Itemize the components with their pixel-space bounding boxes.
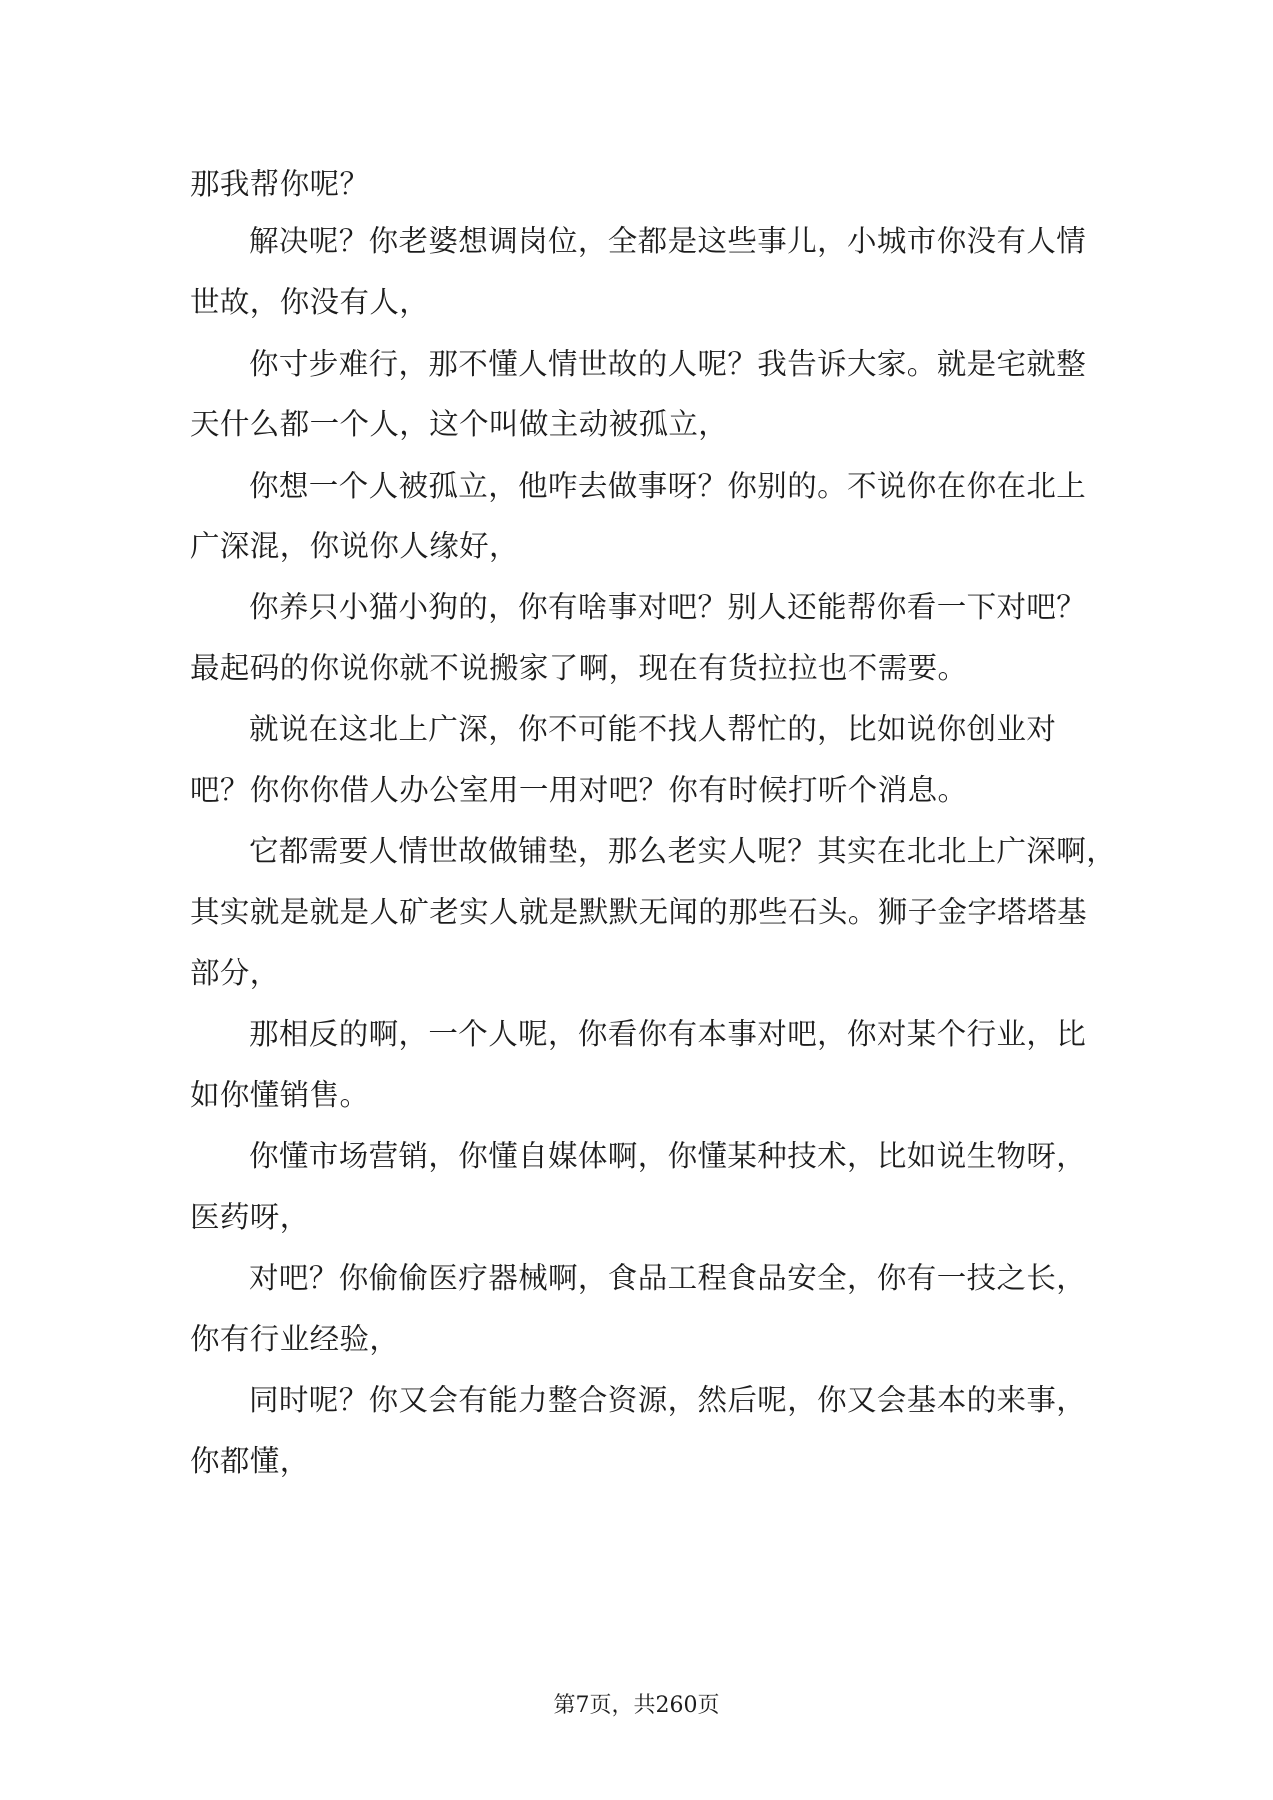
text-line: 其实就是就是人矿老实人就是默默无闻的那些石头。狮子金字塔塔基 bbox=[190, 895, 1088, 929]
text-line: 广深混，你说你人缘好， bbox=[190, 529, 519, 563]
text-line: 解决呢？你老婆想调岗位，全都是这些事儿，小城市你没有人情 bbox=[249, 224, 1087, 258]
text-line: 你有行业经验， bbox=[190, 1322, 400, 1356]
text-line: 部分， bbox=[190, 956, 280, 990]
text-line: 你都懂， bbox=[190, 1444, 310, 1478]
text-line: 天什么都一个人，这个叫做主动被孤立， bbox=[190, 407, 729, 441]
text-line: 如你懂销售。 bbox=[190, 1078, 370, 1112]
text-line: 医药呀， bbox=[190, 1200, 310, 1234]
text-line: 那我帮你呢？ bbox=[190, 167, 370, 201]
text-line: 你寸步难行，那不懂人情世故的人呢？我告诉大家。就是宅就整 bbox=[249, 347, 1087, 381]
text-line: 你想一个人被孤立，他咋去做事呀？你别的。不说你在你在北上 bbox=[249, 469, 1087, 503]
text-line: 你养只小猫小狗的，你有啥事对吧？别人还能帮你看一下对吧？ bbox=[249, 590, 1087, 624]
text-line: 它都需要人情世故做铺垫，那么老实人呢？其实在北北上广深啊， bbox=[249, 834, 1117, 868]
text-line: 就说在这北上广深，你不可能不找人帮忙的，比如说你创业对 bbox=[249, 712, 1057, 746]
text-line: 对吧？你偷偷医疗器械啊，食品工程食品安全，你有一技之长， bbox=[249, 1261, 1087, 1295]
text-line: 世故，你没有人， bbox=[190, 285, 430, 319]
text-line: 你懂市场营销，你懂自媒体啊，你懂某种技术，比如说生物呀， bbox=[249, 1139, 1087, 1173]
text-line: 最起码的你说你就不说搬家了啊，现在有货拉拉也不需要。 bbox=[190, 651, 968, 685]
text-line: 同时呢？你又会有能力整合资源，然后呢，你又会基本的来事， bbox=[249, 1383, 1087, 1417]
text-line: 那相反的啊，一个人呢，你看你有本事对吧，你对某个行业，比 bbox=[249, 1017, 1087, 1051]
text-line: 吧？你你你借人办公室用一用对吧？你有时候打听个消息。 bbox=[190, 773, 968, 807]
page-number-footer: 第7页，共260页 bbox=[553, 1693, 720, 1718]
